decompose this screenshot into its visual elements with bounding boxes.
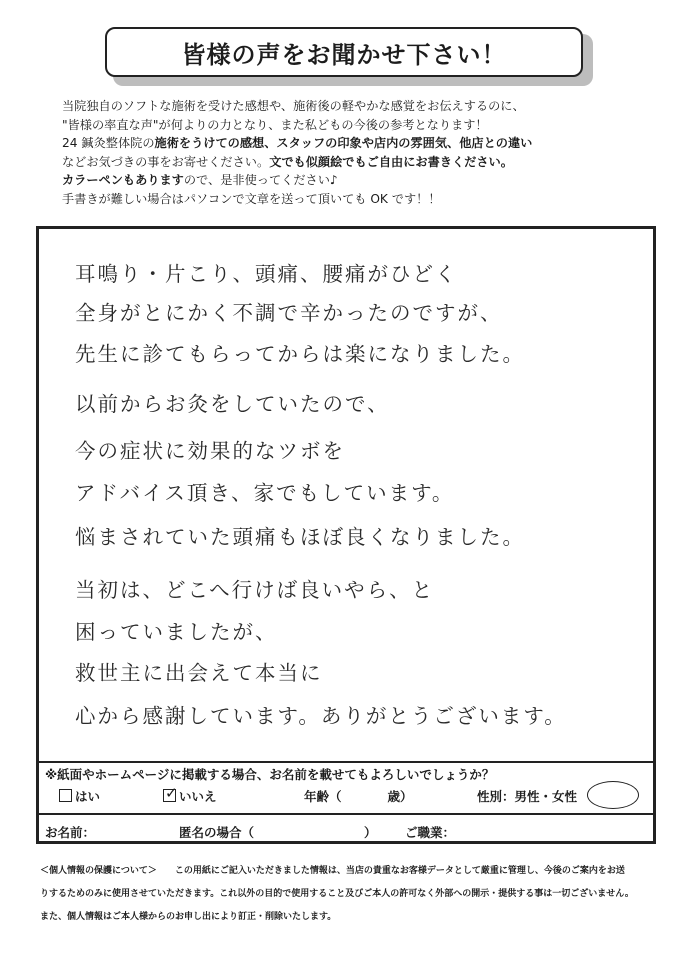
message-line-7: 悩まされていた頭痛もほぼ良くなりました。: [75, 525, 525, 549]
page-title: 皆様の声をお聞かせ下さい！: [181, 40, 507, 69]
privacy-line-1: ＜個人情報の保護について＞ この用紙にご記入いただきました情報は、当店の貴重なお客様データとして厳重に管理し、今後のご案内をお送: [40, 866, 625, 876]
intro-line-4: [62, 153, 662, 172]
name-field[interactable]: [45, 823, 95, 841]
intro-line-6: 手書きが難しい場合はパソコンで文章を送って頂いても OK です！！: [62, 191, 441, 206]
message-line-11: 心から感謝しています。ありがとうございます。: [75, 704, 567, 728]
intro-text: [62, 97, 662, 209]
female-selection-circle: [587, 781, 639, 809]
yes-checkbox[interactable]: [59, 789, 72, 802]
check-mark-icon: ✓: [165, 784, 178, 802]
occupation-label: ご職業：: [405, 825, 456, 840]
intro-line-5-plain: ので、是非使ってください♪: [183, 173, 338, 188]
intro-line-4-plain: などお気づきの事をお寄せください。: [62, 154, 270, 169]
intro-line-5: [62, 171, 662, 190]
age-suffix: 歳）: [387, 789, 413, 804]
no-label: いいえ: [179, 789, 217, 804]
option-yes[interactable]: [59, 787, 100, 805]
intro-line-5-bold: カラーペンもあります: [62, 173, 184, 188]
message-line-3: 先生に診てもらってからは楽になりました。: [75, 342, 525, 366]
privacy-notice: [40, 860, 680, 929]
age-field[interactable]: [304, 787, 413, 805]
yes-label: はい: [75, 789, 101, 804]
message-line-9: 困っていましたが、: [75, 620, 278, 644]
privacy-line-3: また、個人情報はご本人様からのお申し出により訂正・削除いたします。: [40, 912, 337, 922]
consent-question: ※紙面やホームページに掲載する場合、お名前を載せてもよろしいでしょうか？: [45, 767, 495, 782]
gender-field[interactable]: [477, 787, 577, 805]
anonymous-label: 匿名の場合（: [179, 825, 255, 840]
intro-line-2: "皆様の率直な声"が何よりの力となり、また私どもの今後の参考となります！: [62, 117, 488, 132]
message-line-10: 救世主に出会えて本当に: [75, 661, 323, 685]
message-line-4: 以前からお灸をしていたので、: [75, 392, 390, 416]
name-label: お名前：: [45, 825, 96, 840]
message-line-1: 耳鳴り・片こり、頭痛、腰痛がひどく: [75, 262, 458, 286]
age-label: 年齢（: [304, 789, 342, 804]
anonymous-close: ）: [364, 825, 377, 840]
divider-bottom: [39, 813, 653, 815]
intro-line-3-bold: 施術をうけての感想、スタッフの印象や店内の雰囲気、他店との違い: [154, 136, 533, 151]
intro-line-3-plain: 24 鍼灸整体院の: [62, 136, 155, 151]
message-line-5: 今の症状に効果的なツボを: [75, 439, 345, 463]
no-checkbox[interactable]: [163, 784, 178, 802]
title-box: [105, 27, 583, 77]
comment-frame: [36, 226, 656, 844]
privacy-line-2: りするためのみに使用させていただきます。これ以外の目的で使用すること及びご本人の許可なく外部への開示・提供する事は一切ございません。: [40, 889, 634, 899]
intro-line-3: [62, 134, 662, 153]
intro-line-4-bold: 文でも似顔絵でもご自由にお書きください。: [269, 154, 513, 169]
occupation-field[interactable]: [405, 823, 455, 841]
anonymous-field[interactable]: [179, 823, 377, 841]
intro-line-1: 当院独自のソフトな施術を受けた感想や、施術後の軽やかな感覚をお伝えするのに、: [62, 99, 525, 113]
gender-label: 性別：男性・女性: [477, 789, 578, 804]
message-line-6: アドバイス頂き、家でもしています。: [75, 481, 455, 505]
message-line-8: 当初は、どこへ行けば良いやら、と: [75, 578, 435, 602]
option-no[interactable]: [163, 784, 217, 805]
message-line-2: 全身がとにかく不調で辛かったのですが、: [75, 301, 503, 325]
divider-top: [39, 761, 653, 763]
